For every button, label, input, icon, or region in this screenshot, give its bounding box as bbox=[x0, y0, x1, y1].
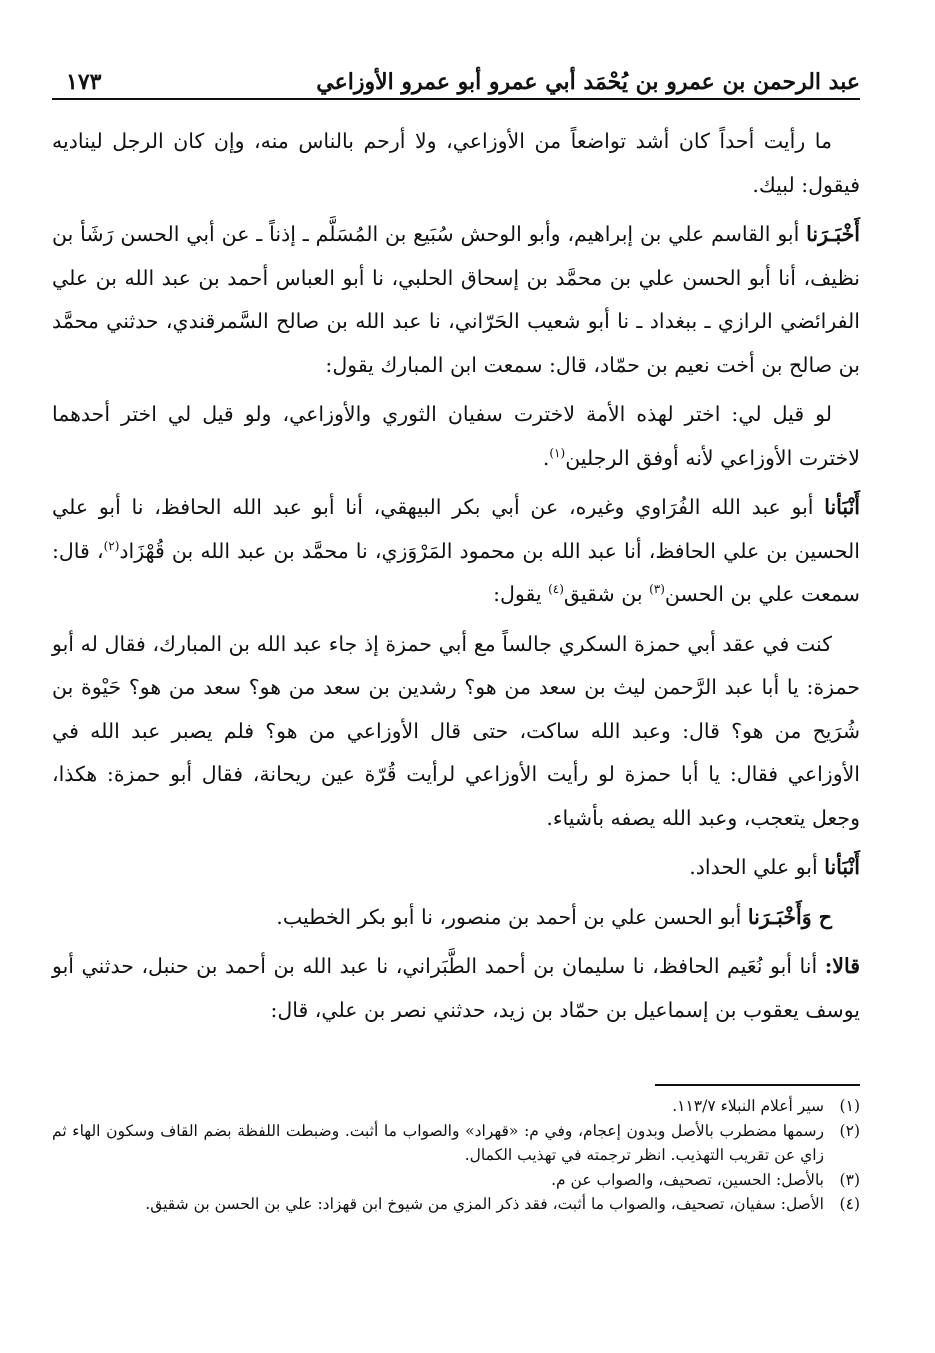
isnad-lead-word: أَخْبَـرَنا bbox=[806, 222, 860, 246]
page-number: ١٧٣ bbox=[66, 69, 102, 95]
footnote-separator bbox=[655, 1084, 860, 1086]
footnote bbox=[52, 1192, 860, 1217]
footnote-number: (١) bbox=[839, 1097, 860, 1115]
footnote-text: الأصل: سفيان، تصحيف، والصواب ما أثبت، فقد ذكر المزي من شيوخ ابن قهزاد: علي بن الحسن بن شقيق. bbox=[145, 1195, 824, 1213]
footnote-marker: (٤) bbox=[548, 582, 564, 597]
footnote-text: رسمها مضطرب بالأصل وبدون إعجام، وفي م: «قهراد» والصواب ما أثبت. وضبطت اللفظة بضم القاف وسكون الهاء ثم زاي عن تقريب التهذيب. انظر ترجمته في تهذيب الكمال. bbox=[52, 1121, 824, 1164]
footnote bbox=[52, 1094, 860, 1119]
footnote-marker: (٣) bbox=[649, 582, 665, 597]
footnote-text: سير أعلام النبلاء ١١٣/٧. bbox=[672, 1097, 824, 1115]
paragraph: أَخْبَـرَنا أبو القاسم علي بن إبراهيم، وأبو الوحش سُبَيع بن المُسَلَّم ـ إذناً ـ عن أبي الحسن رَشَأ بن نظيف، أنا أبو الحسن علي بن محمَّد بن إسحاق الحلبي، نا أبو العباس أحمد بن عبد الله بن علي الفرائضي الرازي ـ ببغداد ـ نا أبو شعيب الحَرّاني، نا عبد الله بن صالح السَّمرقندي، حدثني محمَّد بن صالح بن أخت نعيم بن حمّاد، قال: سمعت ابن المبارك يقول: bbox=[52, 222, 860, 377]
paragraph: كنت في عقد أبي حمزة السكري جالساً مع أبي حمزة إذ جاء عبد الله بن المبارك، فقال له أبو حمزة: يا أبا عبد الرَّحمن ليث بن سعد من هو؟ رشدين بن سعد من هو؟ سعد من هو؟ حَيْوة بن شُرَيح من هو؟ قال: وعبد الله ساكت، حتى قال الأوزاعي من هو؟ فلم يصبر عبد الله في الأوزاعي فقال: يا أبا حمزة لو رأيت الأوزاعي لرأيت قُرّة عين ريحانة، فقال أبو حمزة: هكذا، وجعل يتعجب، وعبد الله يصفه بأشياء. bbox=[52, 631, 860, 830]
paragraph: لو قيل لي: اختر لهذه الأمة لاخترت سفيان الثوري والأوزاعي، ولو قيل لي اختر أحدهما لاخترت الأوزاعي لأنه أوفق الرجلين$^{(١)}$. bbox=[52, 402, 860, 470]
paragraph: قالا: أنا أبو نُعَيم الحافظ، نا سليمان بن أحمد الطَّبَراني، نا عبد الله بن أحمد بن حنبل، حدثني أبو يوسف يعقوب بن إسماعيل بن حمّاد بن زيد، حدثني نصر بن علي، قال: bbox=[52, 954, 860, 1022]
running-title: عبد الرحمن بن عمرو بن يُحْمَد أبي عمرو أبو عمرو الأوزاعي bbox=[316, 69, 860, 95]
isnad-lead-word: أَنْبَأنا bbox=[824, 855, 860, 879]
footnote-number: (٤) bbox=[839, 1195, 860, 1213]
footnote bbox=[52, 1119, 860, 1168]
footnote-number: (٢) bbox=[839, 1121, 860, 1140]
footnote bbox=[52, 1168, 860, 1193]
isnad-lead-word: أَنْبَأنا bbox=[824, 495, 860, 519]
footnote-marker: (١) bbox=[549, 445, 566, 460]
footnote-text: بالأصل: الحسين، تصحيف، والصواب عن م. bbox=[551, 1170, 824, 1189]
isnad-lead-word: قالا: bbox=[824, 954, 860, 978]
main-text bbox=[52, 120, 860, 1032]
footnotes bbox=[52, 1094, 860, 1217]
isnad-lead-word: ح وَأَخْبَـرَنا bbox=[747, 904, 832, 929]
paragraph: أَنْبَأنا أبو علي الحداد. bbox=[689, 855, 860, 879]
paragraph: ح وَأَخْبَـرَنا أبو الحسن علي بن أحمد بن منصور، نا أبو بكر الخطيب. bbox=[276, 904, 832, 929]
footnote-marker: (٢) bbox=[103, 538, 120, 553]
page-header bbox=[52, 55, 860, 100]
paragraph: أَنْبَأنا أبو عبد الله الفُرَاوي وغيره، عن أبي بكر البيهقي، أنا أبو عبد الله الحافظ، نا أبو علي الحسين بن علي الحافظ، أنا عبد الله بن محمود المَرْوَزي، نا محمَّد بن عبد الله بن قُهْزَاد$^{(٢)}$، قال: سمعت علي بن الحسن$^{(٣)}$ بن شقيق$^{(٤)}$ يقول: bbox=[52, 495, 860, 606]
footnote-number: (٣) bbox=[839, 1170, 860, 1189]
paragraph: ما رأيت أحداً كان أشد تواضعاً من الأوزاعي، ولا أرحم بالناس منه، وإن كان الرجل ليناديه فيقول: لبيك. bbox=[52, 129, 860, 197]
